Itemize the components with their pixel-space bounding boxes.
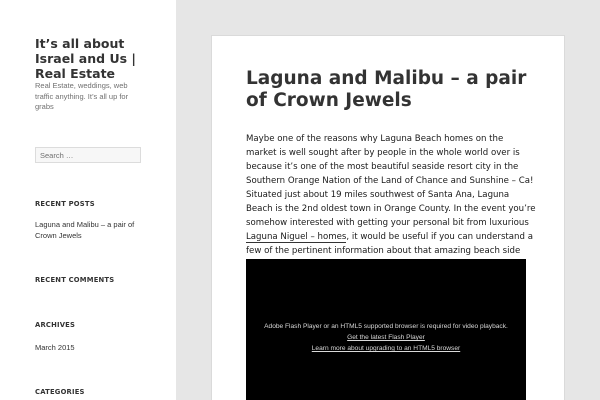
recent-post-link[interactable]: Laguna and Malibu – a pair of Crown Jewels — [35, 220, 135, 240]
post-body-text: Maybe one of the reasons why Laguna Beach homes on the market is well sought after by people in the whole world over is because it’s one of the most beautiful seaside resort city in the Southern Orange Nation of the Land of Chance and Sunshine – Ca! Situated just about 19 miles southwest of Santa Ana, Laguna Beach is the 2nd oldest town in Orange County. In the event you’re somehow interested with getting your personal bit from luxurious — [246, 134, 536, 228]
post-body — [246, 132, 536, 272]
upgrade-html5-link[interactable]: Learn more about upgrading to an HTML5 browser — [311, 345, 461, 352]
laguna-niguel-homes-link[interactable]: Laguna Niguel – homes — [246, 232, 347, 242]
search-input[interactable]: Search … — [35, 147, 141, 163]
site-description: Real Estate, weddings, web traffic anything. It’s all up for grabs — [35, 81, 129, 111]
categories-heading: CATEGORIES — [35, 388, 85, 396]
site-title[interactable]: It’s all about Israel and Us | Real Estate — [35, 36, 136, 81]
recent-posts-heading: RECENT POSTS — [35, 200, 95, 208]
flash-required-text: Adobe Flash Player or an HTML5 supported browser is required for video playback. — [264, 323, 508, 330]
archive-link-march-2015[interactable]: March 2015 — [35, 343, 75, 352]
video-player[interactable] — [246, 259, 526, 400]
archives-heading: ARCHIVES — [35, 321, 76, 329]
post-body-text-end: , it would be useful if you can understand a few of the pertinent information about that amazing beach side — [246, 232, 533, 256]
get-flash-player-link[interactable]: Get the latest Flash Player — [347, 334, 425, 341]
video-fallback-message — [246, 321, 526, 354]
recent-comments-heading: RECENT COMMENTS — [35, 276, 115, 284]
post-title[interactable]: Laguna and Malibu – a pair of Crown Jewels — [246, 68, 527, 111]
sidebar — [0, 0, 176, 400]
